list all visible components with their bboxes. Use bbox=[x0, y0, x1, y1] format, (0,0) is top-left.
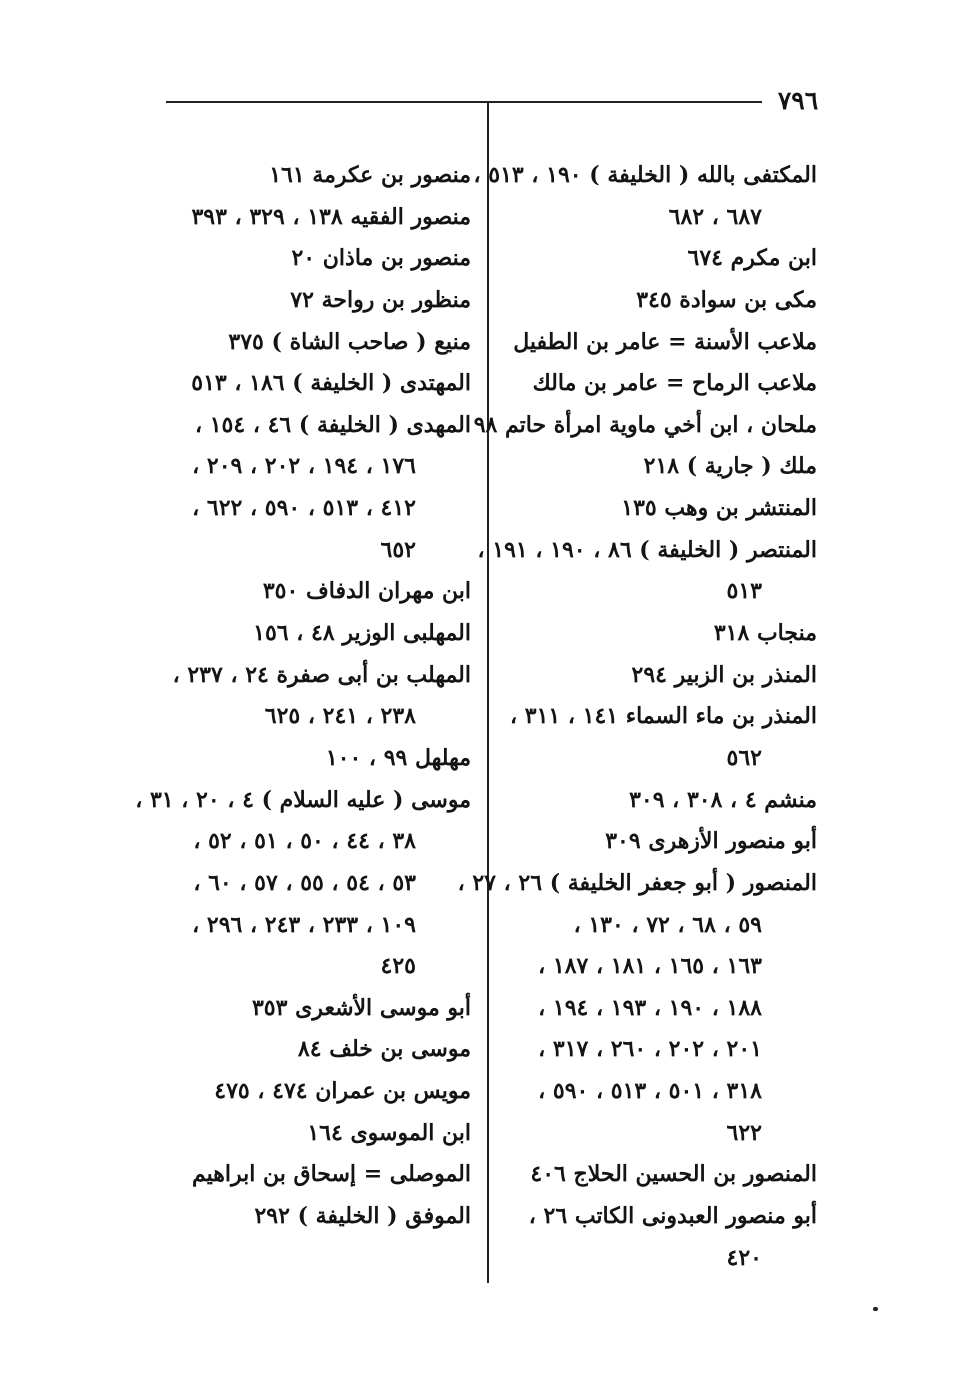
index-entry: مكى بن سوادة ٣٤٥ bbox=[636, 286, 817, 313]
index-entry: منصور الفقيه ١٣٨ ، ٣٢٩ ، ٣٩٣ bbox=[191, 203, 471, 230]
index-entry-continuation: ١٨٨ ، ١٩٠ ، ١٩٣ ، ١٩٤ ، bbox=[538, 994, 762, 1021]
index-entry: المنذر بن الزبير ٢٩٤ bbox=[631, 661, 817, 688]
index-entry-continuation: ٦٥٢ bbox=[380, 536, 416, 563]
index-entry: أبو موسى الأشعرى ٣٥٣ bbox=[251, 994, 471, 1021]
stray-mark bbox=[873, 1307, 878, 1311]
index-column-right bbox=[457, 155, 817, 1279]
index-entry: المنصور ( أبو جعفر الخليفة ) ٢٦ ، ٢٧ ، bbox=[457, 869, 817, 896]
index-entry-continuation: ٦٢٢ bbox=[726, 1119, 762, 1146]
index-entry-continuation: ١٧٦ ، ١٩٤ ، ٢٠٢ ، ٢٠٩ ، bbox=[192, 453, 416, 480]
page-number: ٧٩٦ bbox=[777, 86, 819, 115]
index-entry-continuation: ٣١٨ ، ٥٠١ ، ٥١٣ ، ٥٩٠ ، bbox=[538, 1078, 762, 1105]
index-entry-continuation: ٣٨ ، ٤٤ ، ٥٠ ، ٥١ ، ٥٢ ، bbox=[193, 828, 416, 855]
index-entry: ملاعب الرماح = عامر بن مالك bbox=[532, 370, 817, 397]
index-entry: الموصلى = إسحاق بن ابراهيم bbox=[191, 1161, 471, 1188]
index-entry: المنتشر بن وهب ١٣٥ bbox=[621, 495, 817, 522]
index-entry-continuation: ١٠٩ ، ٢٣٣ ، ٢٤٣ ، ٢٩٦ ، bbox=[192, 911, 416, 938]
index-entry: المنصور بن الحسين الحلاج ٤٠٦ bbox=[530, 1161, 817, 1188]
index-entry-continuation: ٤١٢ ، ٥١٣ ، ٥٩٠ ، ٦٢٢ ، bbox=[192, 495, 416, 522]
column-divider bbox=[487, 101, 489, 1283]
index-entry: ملاعب الأسنة = عامر بن الطفيل bbox=[513, 328, 817, 355]
index-entry: المهتدى ( الخليفة ) ١٨٦ ، ٥١٣ bbox=[191, 370, 471, 397]
index-entry-continuation: ٥٣ ، ٥٤ ، ٥٥ ، ٥٧ ، ٦٠ ، bbox=[193, 869, 416, 896]
index-entry: المهلبى الوزير ٤٨ ، ١٥٦ bbox=[253, 620, 471, 647]
index-entry: ملك ( جارية ) ٢١٨ bbox=[643, 453, 817, 480]
index-entry: منظور بن رواحة ٧٢ bbox=[290, 286, 471, 313]
index-entry-continuation: ٤٢٠ bbox=[726, 1244, 762, 1271]
index-entry: منصور بن ماذان ٢٠ bbox=[291, 245, 471, 272]
index-entry: أبو منصور الأزهرى ٣٠٩ bbox=[605, 828, 817, 855]
index-entry: المكتفى بالله ( الخليفة ) ١٩٠ ، ٥١٣ ، bbox=[473, 162, 817, 188]
index-entry: ملحان ، ابن أخي ماوية امرأة حاتم ٩٨ bbox=[473, 411, 817, 438]
index-entry: الموفق ( الخليفة ) ٢٩٢ bbox=[254, 1203, 471, 1230]
index-entry-continuation: ٦٨٧ ، ٦٨٢ bbox=[668, 203, 762, 230]
index-entry-continuation: ٥١٣ bbox=[726, 578, 762, 605]
index-entry: المهدى ( الخليفة ) ٤٦ ، ١٥٤ ، bbox=[194, 411, 471, 438]
index-entry-continuation: ٢٠١ ، ٢٠٢ ، ٢٦٠ ، ٣١٧ ، bbox=[538, 1036, 762, 1063]
index-entry-continuation: ٢٣٨ ، ٢٤١ ، ٦٢٥ bbox=[264, 703, 416, 730]
index-entry-continuation: ٥٩ ، ٦٨ ، ٧٢ ، ١٣٠ ، bbox=[573, 911, 762, 938]
index-entry: منيع ( صاحب الشاة ) ٣٧٥ bbox=[228, 328, 471, 355]
index-entry: المنتصر ( الخليفة ) ٨٦ ، ١٩٠ ، ١٩١ ، bbox=[477, 536, 817, 563]
index-column-left bbox=[135, 155, 471, 1238]
index-entry: موسى بن خلف ٨٤ bbox=[297, 1036, 471, 1063]
index-entry-continuation: ١٦٣ ، ١٦٥ ، ١٨١ ، ١٨٧ ، bbox=[538, 953, 762, 980]
index-entry: المهلب بن أبى صفرة ٢٤ ، ٢٣٧ ، bbox=[172, 661, 471, 688]
index-entry: مهلهل ٩٩ ، ١٠٠ bbox=[325, 744, 471, 771]
header-rule bbox=[166, 101, 762, 103]
index-entry: مويس بن عمران ٤٧٤ ، ٤٧٥ bbox=[214, 1078, 471, 1105]
index-entry: منجاب ٣١٨ bbox=[713, 620, 817, 647]
index-entry: موسى ( عليه السلام ) ٤ ، ٢٠ ، ٣١ ، bbox=[135, 786, 471, 813]
index-entry: منشم ٤ ، ٣٠٨ ، ٣٠٩ bbox=[629, 786, 817, 813]
index-entry: منصور بن عكرمة ١٦١ bbox=[269, 162, 471, 188]
index-entry: المنذر بن ماء السماء ١٤١ ، ٣١١ ، bbox=[510, 703, 817, 730]
index-entry-continuation: ٥٦٢ bbox=[726, 744, 762, 771]
index-entry: ابن الموسوى ١٦٤ bbox=[307, 1119, 471, 1146]
index-entry: ابن مكرم ٦٧٤ bbox=[687, 245, 817, 272]
index-entry-continuation: ٤٢٥ bbox=[380, 953, 416, 980]
index-entry: ابن مهران الدفاف ٣٥٠ bbox=[262, 578, 471, 605]
index-entry: أبو منصور العبدونى الكاتب ٢٦ ، bbox=[528, 1203, 817, 1230]
